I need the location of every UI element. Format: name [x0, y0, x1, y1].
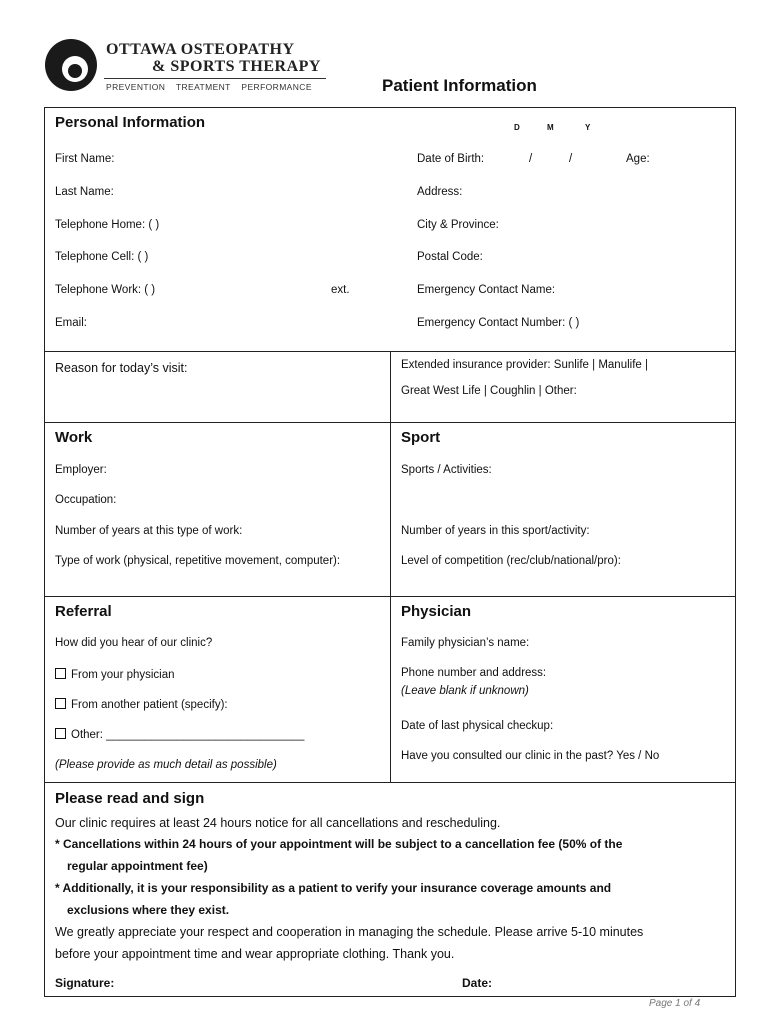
competition-level-field[interactable]: Level of competition (rec/club/national/pro):	[401, 555, 621, 567]
emergency-contact-number-field[interactable]: Emergency Contact Number: ( )	[417, 317, 580, 329]
referral-note: (Please provide as much detail as possible)	[55, 759, 277, 771]
logo-name-line1: OTTAWA OSTEOPATHY	[106, 41, 295, 58]
section-divider	[44, 782, 736, 783]
referral-option-label: From another patient (specify):	[71, 699, 228, 711]
work-years-field[interactable]: Number of years at this type of work:	[55, 525, 243, 537]
sports-activities-field[interactable]: Sports / Activities:	[401, 464, 492, 476]
referral-option-other[interactable]	[55, 728, 304, 741]
insurance-provider-options[interactable]: Great West Life | Coughlin | Other:	[401, 385, 577, 397]
checkbox-icon[interactable]	[55, 728, 66, 739]
work-extension-field[interactable]: ext.	[331, 284, 350, 296]
physician-phone-address-field[interactable]: Phone number and address:	[401, 667, 547, 679]
page-number: Page 1 of 4	[649, 998, 701, 1009]
checkbox-icon[interactable]	[55, 668, 66, 679]
dob-year-label: Y	[585, 123, 591, 132]
date-field[interactable]: Date:	[462, 976, 493, 990]
employer-field[interactable]: Employer:	[55, 464, 107, 476]
dob-month-label: M	[547, 123, 554, 132]
checkbox-icon[interactable]	[55, 698, 66, 709]
dob-separator: /	[569, 153, 573, 165]
logo-tagline: PREVENTION TREATMENT PERFORMANCE	[106, 82, 312, 92]
policy-bullet: * Cancellations within 24 hours of your appointment will be subject to a cancellation fee (50% of the	[55, 837, 623, 851]
referral-option-label: Other: _______________________________	[71, 729, 305, 741]
last-name-field[interactable]: Last Name:	[55, 186, 114, 198]
signature-field[interactable]: Signature:	[55, 976, 115, 990]
telephone-cell-field[interactable]: Telephone Cell: ( )	[55, 251, 149, 263]
referral-question: How did you hear of our clinic?	[55, 637, 213, 649]
dob-separator: /	[529, 153, 533, 165]
section-heading-physician: Physician	[401, 603, 472, 620]
form-title: Patient Information	[382, 76, 537, 95]
last-checkup-field[interactable]: Date of last physical checkup:	[401, 720, 554, 732]
policy-bullet: regular appointment fee)	[67, 859, 208, 873]
section-heading-referral: Referral	[55, 603, 112, 620]
referral-option-label: From your physician	[71, 669, 175, 681]
policy-text: We greatly appreciate your respect and cooperation in managing the schedule. Please arrive 5-10 minutes	[55, 925, 644, 939]
section-heading-policy: Please read and sign	[55, 790, 205, 807]
column-divider	[390, 351, 391, 782]
date-of-birth-field[interactable]: Date of Birth:	[417, 153, 485, 165]
policy-bullet: exclusions where they exist.	[67, 903, 230, 917]
dob-day-label: D	[514, 123, 520, 132]
telephone-work-field[interactable]: Telephone Work: ( )	[55, 284, 156, 296]
section-heading-work: Work	[55, 429, 93, 446]
occupation-field[interactable]: Occupation:	[55, 494, 117, 506]
age-field[interactable]: Age:	[626, 153, 650, 165]
logo-name-line2: & SPORTS THERAPY	[152, 58, 321, 75]
reason-for-visit-field[interactable]: Reason for today’s visit:	[55, 361, 188, 375]
work-type-field[interactable]: Type of work (physical, repetitive movement, computer):	[55, 555, 341, 567]
policy-text: Our clinic requires at least 24 hours notice for all cancellations and rescheduling.	[55, 816, 501, 830]
city-province-field[interactable]: City & Province:	[417, 219, 499, 231]
sport-years-field[interactable]: Number of years in this sport/activity:	[401, 525, 590, 537]
address-field[interactable]: Address:	[417, 186, 463, 198]
emergency-contact-name-field[interactable]: Emergency Contact Name:	[417, 284, 556, 296]
section-heading-personal: Personal Information	[55, 114, 206, 131]
logo-divider	[104, 78, 326, 79]
referral-option-patient[interactable]	[55, 698, 228, 711]
clinic-logo-icon	[44, 38, 98, 92]
family-physician-field[interactable]: Family physician’s name:	[401, 637, 530, 649]
referral-option-physician[interactable]	[55, 668, 175, 681]
email-field[interactable]: Email:	[55, 317, 87, 329]
postal-code-field[interactable]: Postal Code:	[417, 251, 483, 263]
policy-text: before your appointment time and wear appropriate clothing. Thank you.	[55, 947, 455, 961]
telephone-home-field[interactable]: Telephone Home: ( )	[55, 219, 160, 231]
policy-bullet: * Additionally, it is your responsibility as a patient to verify your insurance coverage amounts and	[55, 881, 612, 895]
consulted-before-field[interactable]: Have you consulted our clinic in the past? Yes / No	[401, 750, 660, 762]
first-name-field[interactable]: First Name:	[55, 153, 115, 165]
section-heading-sport: Sport	[401, 429, 441, 446]
insurance-provider-options[interactable]: Extended insurance provider: Sunlife | Manulife |	[401, 359, 648, 371]
physician-phone-note: (Leave blank if unknown)	[401, 685, 529, 697]
